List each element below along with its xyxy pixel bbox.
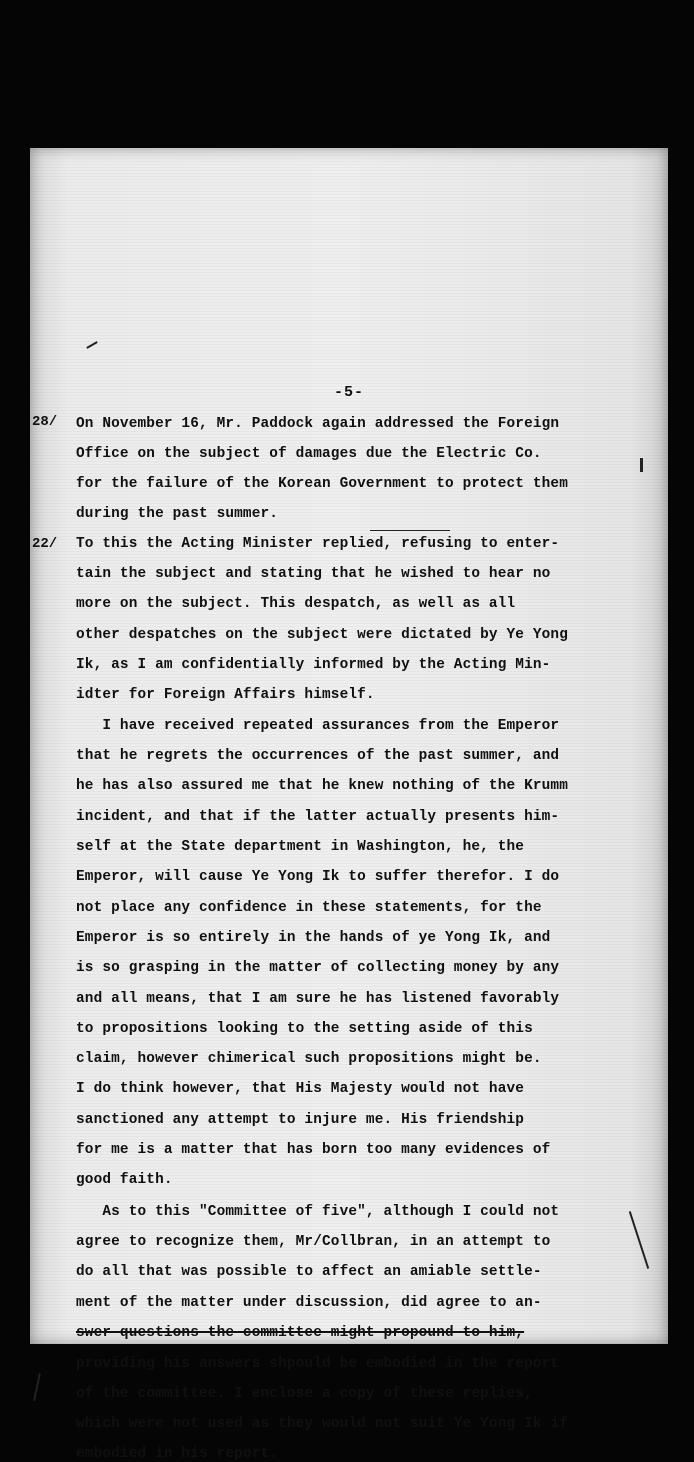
text-line-30: ment of the matter under discussion, did agree to an-: [76, 1295, 542, 1311]
margin-note-1: 28/: [32, 414, 58, 430]
margin-tick-left: [33, 1373, 41, 1401]
text-line-26: good faith.: [76, 1172, 173, 1188]
text-line-18: Emperor is so entirely in the hands of ye Yong Ik, and: [76, 930, 551, 946]
text-line-3: for the failure of the Korean Government to protect them: [76, 476, 569, 492]
text-line-23: I do think however, that His Majesty would not have: [76, 1081, 525, 1097]
text-line-6: tain the subject and stating that he wished to hear no: [76, 566, 551, 582]
text-line-9: Ik, as I am confidentially informed by the Acting Min-: [76, 657, 551, 673]
pen-scratch-top: [86, 341, 97, 349]
text-line-12: that he regrets the occurrences of the past summer, and: [76, 748, 560, 764]
text-line-8: other despatches on the subject were dictated by Ye Yong: [76, 627, 569, 643]
margin-note-2: 22/: [32, 536, 58, 552]
text-line-32: providing his answers shpould be embodied in the report: [76, 1356, 560, 1372]
pen-stroke-right: [629, 1211, 649, 1269]
text-line-19: is so grasping in the matter of collecting money by any: [76, 960, 560, 976]
text-line-20: and all means, that I am sure he has listened favorably: [76, 991, 560, 1007]
page-number: -5-: [333, 384, 364, 401]
margin-tick-right: [640, 458, 643, 472]
text-line-15: self at the State department in Washington, he, the: [76, 839, 525, 855]
document-page: [30, 148, 668, 1462]
text-line-21: to propositions looking to the setting aside of this: [76, 1021, 533, 1037]
text-line-22: claim, however chimerical such propositions might be.: [76, 1051, 542, 1067]
text-line-2: Office on the subject of damages due the Electric Co.: [76, 446, 542, 462]
text-line-33: of the committee. I enclose a copy of these replies,: [76, 1386, 533, 1402]
text-line-17: not place any confidence in these statements, for the: [76, 900, 542, 916]
text-line-35: embodied in his report.: [76, 1446, 279, 1462]
text-line-7: more on the subject. This despatch, as well as all: [76, 596, 516, 612]
pen-underline: [370, 530, 450, 531]
text-line-28: agree to recognize them, Mr/Collbran, in an attempt to: [76, 1234, 551, 1250]
text-line-11: I have received repeated assurances from the Emperor: [76, 718, 560, 734]
text-line-24: sanctioned any attempt to injure me. His friendship: [76, 1112, 525, 1128]
text-line-34: which were not used as they would not suit Ye Yong Ik if: [76, 1416, 569, 1432]
text-line-13: he has also assured me that he knew nothing of the Krumm: [76, 778, 569, 794]
text-line-29: do all that was possible to affect an amiable settle-: [76, 1264, 542, 1280]
text-line-5: To this the Acting Minister replied, refusing to enter-: [76, 536, 560, 552]
text-line-16: Emperor, will cause Ye Yong Ik to suffer therefor. I do: [76, 869, 560, 885]
text-line-4: during the past summer.: [76, 506, 279, 522]
text-line-31: swer questions the committee might propound to him,: [76, 1325, 525, 1341]
text-line-27: As to this "Committee of five", although I could not: [76, 1204, 560, 1220]
text-line-14: incident, and that if the latter actually presents him-: [76, 809, 560, 825]
text-line-1: On November 16, Mr. Paddock again addressed the Foreign: [76, 416, 560, 432]
text-line-25: for me is a matter that has born too many evidences of: [76, 1142, 551, 1158]
text-line-10: idter for Foreign Affairs himself.: [76, 687, 375, 703]
